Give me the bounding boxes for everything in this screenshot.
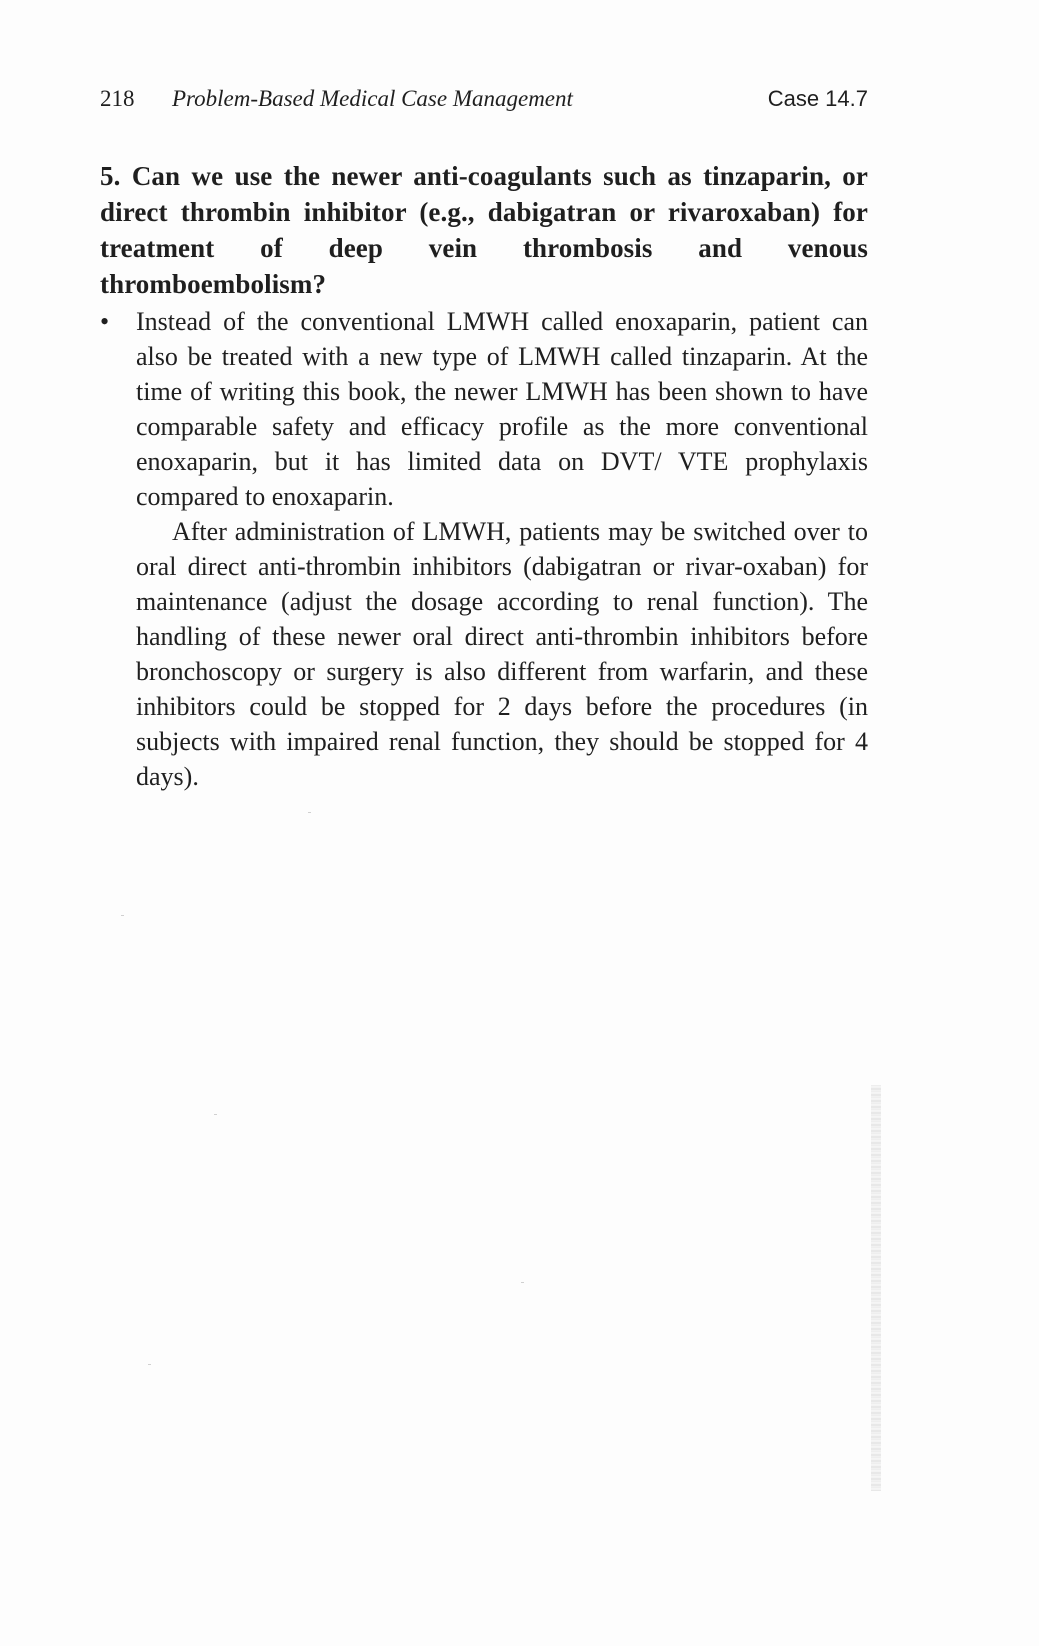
scan-speck	[308, 812, 311, 813]
book-title: Problem-Based Medical Case Management	[172, 86, 573, 111]
answer-bullet-item	[100, 304, 868, 794]
running-header	[100, 84, 868, 120]
answer-paragraph-2: After administration of LMWH, patients may be switched over to oral direct anti-thrombin inhibitors (dabigatran or rivar-oxaban) for maintenance (adjust the dosage according to renal function). The handling of these newer oral direct anti-thrombin inhibitors before bronchoscopy or surgery is also different from warfarin, and these inhibitors could be stopped for 2 days before the procedures (in subjects with impaired renal function, they should be stopped for 4 days).	[136, 517, 868, 791]
scan-speck	[121, 915, 124, 916]
answer-paragraph-1: Instead of the conventional LMWH called enoxaparin, patient can also be treated with a new type of LMWH called tinzaparin. At the time of writing this book, the newer LMWH has been shown to have comparable safety and efficacy profile as the more conventional enoxaparin, but it has limited data on DVT/ VTE prophylaxis compared to enoxaparin.	[136, 307, 868, 511]
bullet-icon: •	[100, 307, 110, 336]
scan-speck	[148, 1364, 151, 1365]
scan-speck	[521, 1282, 524, 1283]
page-number: 218	[100, 86, 135, 111]
scan-artifact-strip	[871, 1085, 881, 1491]
case-label: Case 14.7	[767, 86, 868, 111]
page-content	[100, 158, 868, 794]
question-heading: 5. Can we use the newer anti-coagulants such as tinzaparin, or direct thrombin inhibitor (e.g., dabigatran or rivaroxaban) for treatment of deep vein thrombosis and venous thromboembolism?	[100, 161, 868, 299]
scan-speck	[214, 1114, 217, 1115]
